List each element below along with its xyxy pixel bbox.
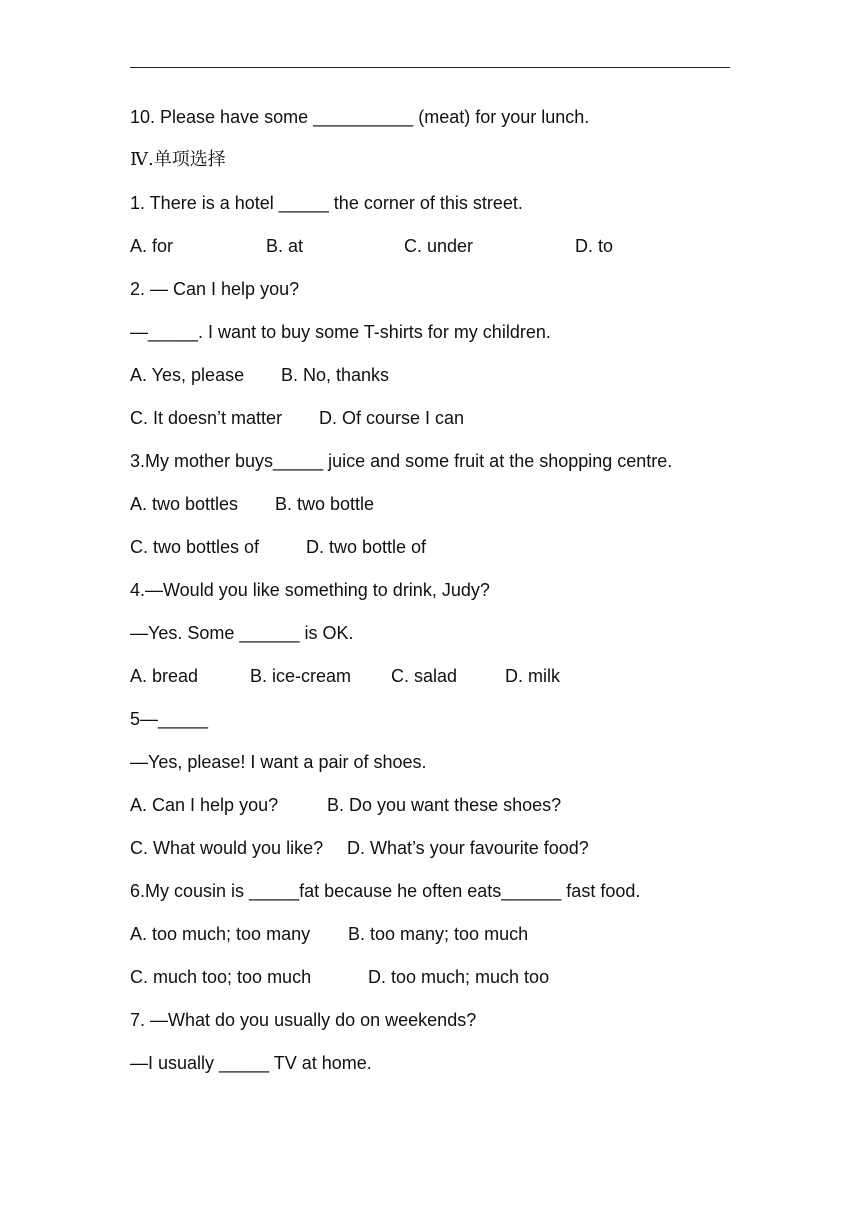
question-5-dialogue: —Yes, please! I want a pair of shoes. — [130, 752, 427, 772]
option-c: C. much too; too much — [130, 967, 312, 987]
option-d: D. two bottle of — [306, 537, 427, 557]
option-b: B. two bottle — [275, 494, 375, 514]
option-c: C. under — [404, 236, 474, 256]
option-c: C. What would you like? — [130, 838, 324, 858]
question-2-dialogue: —_____. I want to buy some T-shirts for my children. — [130, 322, 551, 342]
question-4-dialogue: —Yes. Some ______ is OK. — [130, 623, 354, 643]
question-6-options-row2 — [130, 962, 750, 1005]
option-a: A. two bottles — [130, 494, 239, 514]
option-a: A. too much; too many — [130, 924, 311, 944]
question-1-options — [130, 231, 750, 274]
question-2-options-row1 — [130, 360, 750, 403]
option-b: B. too many; too much — [348, 924, 529, 944]
header-rule — [130, 67, 730, 68]
option-a: A. Yes, please — [130, 365, 245, 385]
question-6-text: 6.My cousin is _____fat because he often eats______ fast food. — [130, 881, 641, 901]
question-5-options-row1 — [130, 790, 750, 833]
option-d: D. to — [575, 236, 614, 256]
question-3-text: 3.My mother buys_____ juice and some fruit at the shopping centre. — [130, 451, 673, 471]
option-b: B. ice-cream — [250, 666, 352, 686]
question-10-text: 10. Please have some __________ (meat) for your lunch. — [130, 107, 590, 127]
option-c: C. salad — [391, 666, 458, 686]
option-a: A. bread — [130, 666, 199, 686]
question-5-options-row2 — [130, 833, 750, 876]
question-3-options-row1 — [130, 489, 750, 532]
question-2-options-row2 — [130, 403, 750, 446]
option-b: B. Do you want these shoes? — [327, 795, 562, 815]
option-d: D. milk — [505, 666, 560, 686]
section-heading: Ⅳ.单项选择 — [130, 149, 226, 170]
question-7-text: 7. —What do you usually do on weekends? — [130, 1010, 477, 1030]
question-7-dialogue: —I usually _____ TV at home. — [130, 1053, 372, 1073]
question-1-text: 1. There is a hotel _____ the corner of this street. — [130, 193, 523, 213]
option-d: D. What’s your favourite food? — [347, 838, 589, 858]
question-4-text: 4.—Would you like something to drink, Judy? — [130, 580, 490, 600]
option-b: B. No, thanks — [281, 365, 390, 385]
question-3-options-row2 — [130, 532, 750, 575]
option-d: D. too much; much too — [368, 967, 550, 987]
question-4-options — [130, 661, 750, 704]
option-c: C. It doesn’t matter — [130, 408, 283, 428]
question-6-options-row1 — [130, 919, 750, 962]
question-2-text: 2. — Can I help you? — [130, 279, 300, 299]
option-c: C. two bottles of — [130, 537, 260, 557]
option-a: A. for — [130, 236, 174, 256]
option-d: D. Of course I can — [319, 408, 465, 428]
question-5-text: 5—_____ — [130, 709, 209, 729]
option-b: B. at — [266, 236, 304, 256]
option-a: A. Can I help you? — [130, 795, 279, 815]
document-body — [130, 102, 750, 1091]
